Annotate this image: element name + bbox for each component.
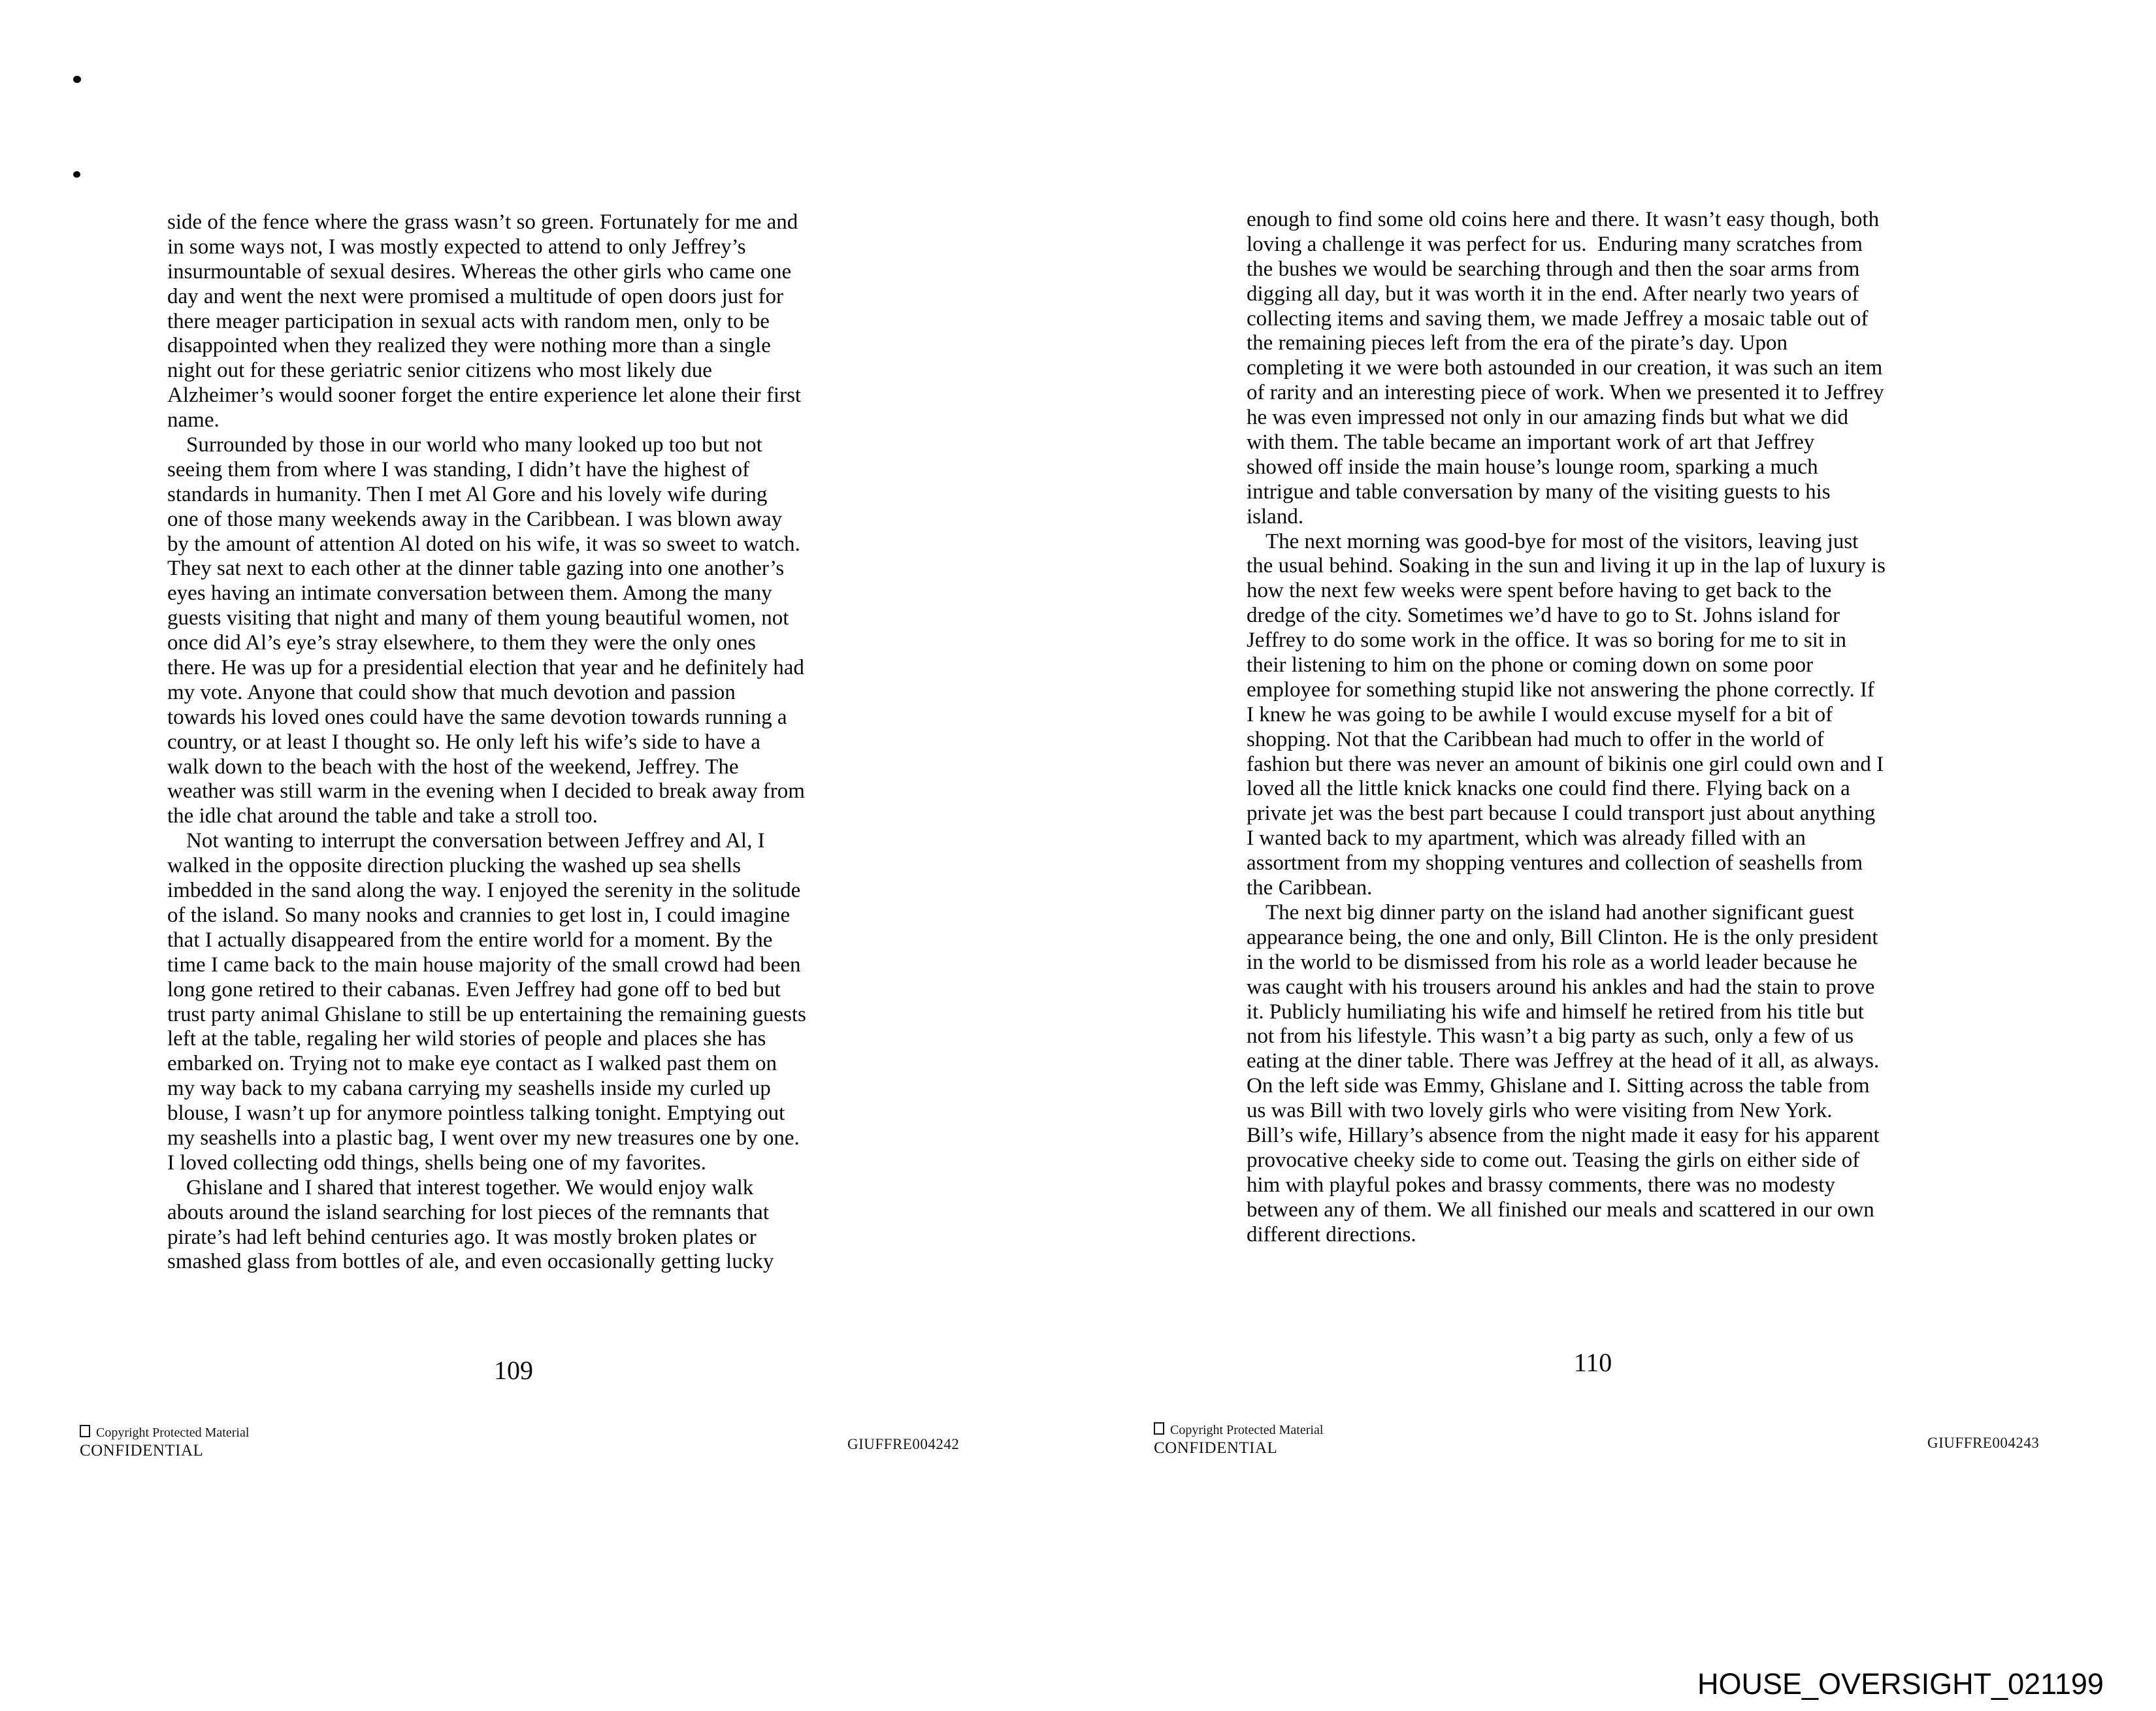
text-line: Bill’s wife, Hillary’s absence from the night made it easy for his apparent xyxy=(1247,1123,1880,1147)
text-line: I wanted back to my apartment, which was already filled with an xyxy=(1247,826,1806,851)
copyright-text: Copyright Protected Material xyxy=(96,1426,250,1440)
text-line: insurmountable of sexual desires. Whereas the other girls who came one xyxy=(167,259,792,284)
text-line: us was Bill with two lovely girls who were visiting from New York. xyxy=(1247,1099,1833,1123)
text-line: loving a challenge it was perfect for us. Enduring many scratches from xyxy=(1247,232,1863,256)
text-line: collecting items and saving them, we made Jeffrey a mosaic table out of xyxy=(1247,306,1869,331)
text-line: him with playful pokes and brassy comments, there was no modesty xyxy=(1247,1173,1835,1197)
text-line: day and went the next were promised a multitude of open doors just for xyxy=(167,284,784,308)
text-line: The next big dinner party on the island had another significant guest xyxy=(1266,900,1854,924)
text-line: eyes having an intimate conversation between them. Among the many xyxy=(167,581,772,606)
text-line: my vote. Anyone that could show that much devotion and passion xyxy=(167,680,736,704)
text-line: he was even impressed not only in our amazing finds but what we did xyxy=(1247,406,1849,430)
text-line: that I actually disappeared from the entire world for a moment. By the xyxy=(167,928,773,952)
text-line: shopping. Not that the Caribbean had much to offer in the world of xyxy=(1247,727,1824,751)
text-line: my seashells into a plastic bag, I went over my new treasures one by one. xyxy=(167,1126,800,1150)
text-line: smashed glass from bottles of ale, and even occasionally getting lucky xyxy=(167,1250,774,1274)
text-line: with them. The table became an important work of art that Jeffrey xyxy=(1247,431,1815,455)
text-line: weather was still warm in the evening when I decided to break away from xyxy=(167,779,805,804)
paragraph xyxy=(1247,530,1939,901)
page-109-text-block xyxy=(167,210,860,1275)
text-line: was caught with his trousers around his ankles and had the stain to prove xyxy=(1247,975,1875,999)
text-line: embarked on. Trying not to make eye contact as I walked past them on xyxy=(167,1052,777,1076)
text-line: the usual behind. Soaking in the sun and living it up in the lap of luxury is xyxy=(1247,554,1886,578)
text-line: Jeffrey to do some work in the office. It was so boring for me to sit in xyxy=(1247,628,1847,653)
text-line: loved all the little knick knacks one could find there. Flying back on a xyxy=(1247,777,1850,801)
text-line: of the island. So many nooks and crannies to get lost in, I could imagine xyxy=(167,903,791,927)
text-line: time I came back to the main house majority of the small crowd had been xyxy=(167,953,801,977)
text-line: their listening to him on the phone or coming down on some poor xyxy=(1247,653,1814,677)
text-line: Ghislane and I shared that interest together. We would enjoy walk xyxy=(186,1175,754,1199)
text-line: in some ways not, I was mostly expected to attend to only Jeffrey’s xyxy=(167,235,746,259)
text-line: assortment from my shopping ventures and collection of seashells from xyxy=(1247,851,1863,875)
footer-right xyxy=(1154,1422,1323,1457)
text-line: island. xyxy=(1247,504,1304,529)
text-line: name. xyxy=(167,408,220,432)
text-line: towards his loved ones could have the same devotion towards running a xyxy=(167,705,787,729)
paragraph xyxy=(167,829,860,1175)
text-line: side of the fence where the grass wasn’t so green. Fortunately for me and xyxy=(167,210,798,234)
page-110-text-block xyxy=(1247,208,1939,1247)
text-line: eating at the diner table. There was Jeffrey at the head of it all, as always. xyxy=(1247,1049,1880,1073)
text-line: Not wanting to interrupt the conversation between Jeffrey and Al, I xyxy=(186,829,765,853)
text-line: abouts around the island searching for lost pieces of the remnants that xyxy=(167,1200,769,1224)
text-line: blouse, I wasn’t up for anymore pointless talking tonight. Emptying out xyxy=(167,1101,785,1126)
text-line: I loved collecting odd things, shells being one of my favorites. xyxy=(167,1150,706,1175)
bates-number-right: GIUFFRE004243 xyxy=(1927,1435,2040,1451)
text-line: night out for these geriatric senior citizens who most likely due xyxy=(167,359,712,383)
text-line: walk down to the beach with the host of the weekend, Jeffrey. The xyxy=(167,755,739,779)
page-number-109: 109 xyxy=(494,1356,533,1385)
text-line: enough to find some old coins here and there. It wasn’t easy though, both xyxy=(1247,208,1880,231)
text-line: seeing them from where I was standing, I didn’t have the highest of xyxy=(167,457,750,481)
text-line: appearance being, the one and only, Bill Clinton. He is the only president xyxy=(1247,925,1878,949)
text-line: I knew he was going to be awhile I would excuse myself for a bit of xyxy=(1247,702,1833,726)
text-line: completing it we were both astounded in our creation, it was such an item xyxy=(1247,356,1883,380)
missing-glyph-box-icon xyxy=(1154,1422,1164,1435)
text-line: disappointed when they realized they were nothing more than a single xyxy=(167,334,771,358)
text-line: provocative cheeky side to come out. Teasing the girls on either side of xyxy=(1247,1148,1860,1172)
text-line: one of those many weekends away in the Caribbean. I was blown away xyxy=(167,507,783,531)
text-line: walked in the opposite direction plucking the washed up sea shells xyxy=(167,854,741,878)
paragraph xyxy=(1247,901,1939,1247)
text-line: by the amount of attention Al doted on his wife, it was so sweet to watch. xyxy=(167,532,800,556)
confidential-label: CONFIDENTIAL xyxy=(1154,1439,1278,1457)
text-line: fashion but there was never an amount of bikinis one girl could own and I xyxy=(1247,752,1884,776)
text-line: between any of them. We all finished our meals and scattered in our own xyxy=(1247,1198,1874,1222)
text-line: country, or at least I thought so. He only left his wife’s side to have a xyxy=(167,730,760,754)
text-line: the bushes we would be searching through and then the soar arms from xyxy=(1247,257,1860,281)
scan-speck xyxy=(73,171,80,178)
text-line: my way back to my cabana carrying my seashells inside my curled up xyxy=(167,1077,771,1101)
text-line: employee for something stupid like not answering the phone correctly. If xyxy=(1247,677,1875,702)
house-oversight-stamp: HOUSE_OVERSIGHT_021199 xyxy=(1697,1667,2104,1701)
text-line: not from his lifestyle. This wasn’t a big party as such, only a few of us xyxy=(1247,1024,1854,1049)
text-line: The next morning was good-bye for most of the visitors, leaving just xyxy=(1266,529,1859,553)
footer-left xyxy=(80,1424,249,1459)
text-line: intrigue and table conversation by many of the visiting guests to his xyxy=(1247,480,1831,504)
text-line: Alzheimer’s would sooner forget the entire experience let alone their first xyxy=(167,383,802,408)
text-line: They sat next to each other at the dinner table gazing into one another’s xyxy=(167,557,785,581)
text-line: private jet was the best part because I could transport just about anything xyxy=(1247,802,1876,826)
paragraph xyxy=(167,433,860,829)
text-line: of rarity and an interesting piece of work. When we presented it to Jeffrey xyxy=(1247,381,1884,405)
scan-speck xyxy=(73,76,81,83)
page-number-110: 110 xyxy=(1573,1348,1612,1377)
text-line: there meager participation in sexual acts with random men, only to be xyxy=(167,309,770,333)
text-line: On the left side was Emmy, Ghislane and I. Sitting across the table from xyxy=(1247,1074,1870,1098)
text-line: there. He was up for a presidential election that year and he definitely had xyxy=(167,656,804,680)
text-line: trust party animal Ghislane to still be up entertaining the remaining guests xyxy=(167,1002,806,1026)
bates-number-left: GIUFFRE004242 xyxy=(847,1436,960,1452)
text-line: showed off inside the main house’s lounge room, sparking a much xyxy=(1247,455,1818,479)
text-line: it. Publicly humiliating his wife and himself he retired from his title but xyxy=(1247,1000,1864,1024)
text-line: different directions. xyxy=(1247,1222,1416,1247)
text-line: once did Al’s eye’s stray elsewhere, to them they were the only ones xyxy=(167,631,756,655)
text-line: the remaining pieces left from the era of the pirate’s day. Upon xyxy=(1247,331,1788,355)
paragraph xyxy=(167,1176,860,1275)
text-line: imbedded in the sand along the way. I enjoyed the serenity in the solitude xyxy=(167,879,801,903)
text-line: in the world to be dismissed from his role as a world leader because he xyxy=(1247,950,1857,974)
text-line: long gone retired to their cabanas. Even Jeffrey had gone off to bed but xyxy=(167,977,781,1002)
copyright-text: Copyright Protected Material xyxy=(1170,1423,1324,1437)
text-line: digging all day, but it was worth it in the end. After nearly two years of xyxy=(1247,282,1859,306)
text-line: how the next few weeks were spent before having to get back to the xyxy=(1247,579,1832,603)
missing-glyph-box-icon xyxy=(80,1425,90,1437)
text-line: guests visiting that night and many of them young beautiful women, not xyxy=(167,606,789,630)
text-line: left at the table, regaling her wild stories of people and places she has xyxy=(167,1027,766,1051)
copyright-line xyxy=(80,1424,249,1441)
paragraph xyxy=(167,210,860,433)
confidential-label: CONFIDENTIAL xyxy=(80,1442,204,1459)
text-line: Surrounded by those in our world who many looked up too but not xyxy=(186,433,762,457)
copyright-line xyxy=(1154,1422,1323,1439)
paragraph xyxy=(1247,208,1939,530)
text-line: pirate’s had left behind centuries ago. It was mostly broken plates or xyxy=(167,1225,757,1249)
text-line: standards in humanity. Then I met Al Gore and his lovely wife during xyxy=(167,482,768,506)
text-line: dredge of the city. Sometimes we’d have to go to St. Johns island for xyxy=(1247,604,1840,628)
text-line: the idle chat around the table and take a stroll too. xyxy=(167,804,598,828)
text-line: the Caribbean. xyxy=(1247,876,1373,900)
